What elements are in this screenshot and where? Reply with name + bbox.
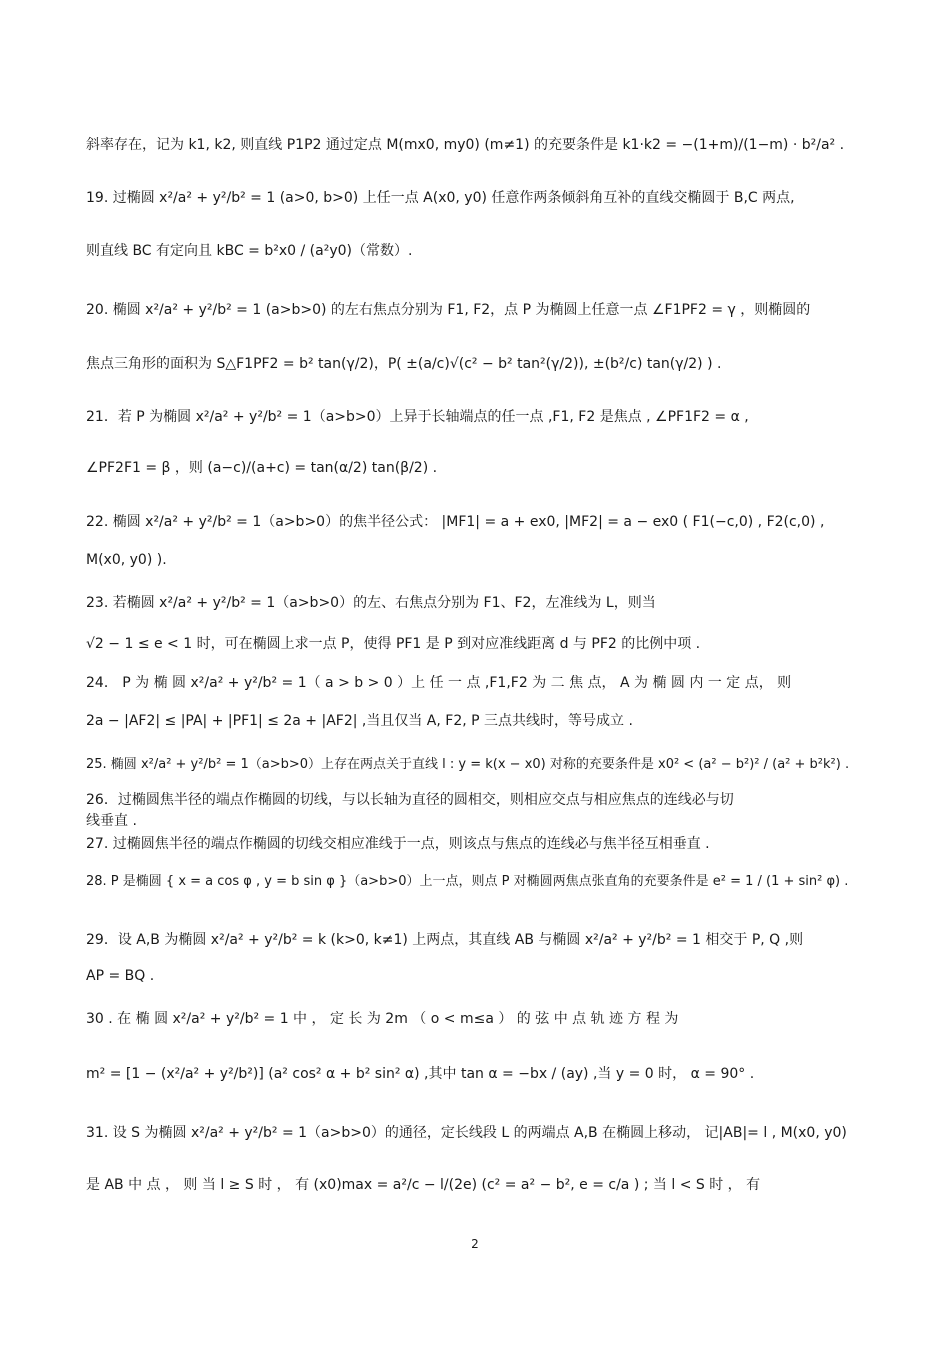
line-20b: 焦点三角形的面积为 S△F1PF2 = b² tan(γ/2)，P( ±(a/c)√(c² − b² tan²(γ/2)), ±(b²/c) tan(γ/2) ) . [86, 356, 722, 372]
line-29a: 29．设 A,B 为椭圆 x²/a² + y²/b² = k (k>0, k≠1) 上两点，其直线 AB 与椭圆 x²/a² + y²/b² = 1 相交于 P, Q ,则 [86, 932, 804, 948]
line-21b: ∠PF2F1 = β ，则 (a−c)/(a+c) = tan(α/2) tan(β/2) . [86, 460, 438, 476]
line-20a: 20. 椭圆 x²/a² + y²/b² = 1 (a>b>0) 的左右焦点分别为 F1, F2，点 P 为椭圆上任意一点 ∠F1PF2 = γ ，则椭圆的 [86, 302, 811, 318]
line-19a: 19. 过椭圆 x²/a² + y²/b² = 1 (a>0, b>0) 上任一点 A(x0, y0) 任意作两条倾斜角互补的直线交椭圆于 B,C 两点, [86, 190, 795, 206]
line-26a: 26．过椭圆焦半径的端点作椭圆的切线，与以长轴为直径的圆相交，则相应交点与相应焦点的连线必与切 [86, 792, 734, 808]
page-number: 2 [471, 1237, 479, 1251]
line-23b: √2 − 1 ≤ e < 1 时，可在椭圆上求一点 P，使得 PF1 是 P 到对应准线距离 d 与 PF2 的比例中项 . [86, 636, 701, 652]
line-30a: 30 . 在 椭 圆 x²/a² + y²/b² = 1 中 ， 定 长 为 2m （ o < m≤a ） 的 弦 中 点 轨 迹 方 程 为 [86, 1011, 679, 1027]
line-26b: 线垂直 . [86, 813, 137, 829]
line-27: 27. 过椭圆焦半径的端点作椭圆的切线交相应准线于一点，则该点与焦点的连线必与焦半径互相垂直 . [86, 836, 710, 852]
line-29b: AP = BQ . [86, 968, 155, 984]
line-25: 25. 椭圆 x²/a² + y²/b² = 1（a>b>0）上存在两点关于直线 l : y = k(x − x0) 对称的充要条件是 x0² < (a² − b²)² / (a² + b²k²) . [86, 757, 850, 772]
line-22a: 22. 椭圆 x²/a² + y²/b² = 1（a>b>0）的焦半径公式： |MF1| = a + ex0, |MF2| = a − ex0 ( F1(−c,0) , F2(c,0) , [86, 514, 825, 530]
line-24b: 2a − |AF2| ≤ |PA| + |PF1| ≤ 2a + |AF2| ,当且仅当 A, F2, P 三点共线时，等号成立 . [86, 713, 633, 729]
line-1: 斜率存在，记为 k1, k2, 则直线 P1P2 通过定点 M(mx0, my0) (m≠1) 的充要条件是 k1·k2 = −(1+m)/(1−m) · b²/a² . [86, 137, 845, 153]
line-21a: 21．若 P 为椭圆 x²/a² + y²/b² = 1（a>b>0）上异于长轴端点的任一点 ,F1, F2 是焦点 , ∠PF1F2 = α , [86, 409, 749, 425]
line-23a: 23. 若椭圆 x²/a² + y²/b² = 1（a>b>0）的左、右焦点分别为 F1、F2，左准线为 L，则当 [86, 595, 656, 611]
line-28: 28. P 是椭圆 { x = a cos φ , y = b sin φ }（a>b>0）上一点，则点 P 对椭圆两焦点张直角的充要条件是 e² = 1 / (1 + sin² φ) . [86, 874, 849, 889]
line-31a: 31. 设 S 为椭圆 x²/a² + y²/b² = 1（a>b>0）的通径，定长线段 L 的两端点 A,B 在椭圆上移动， 记|AB|= l , M(x0, y0) [86, 1125, 847, 1141]
line-24a: 24． P 为 椭 圆 x²/a² + y²/b² = 1（ a > b > 0 ）上 任 一 点 ,F1,F2 为 二 焦 点， A 为 椭 圆 内 一 定 点， 则 [86, 675, 792, 691]
line-31b: 是 AB 中 点 ， 则 当 l ≥ S 时 ， 有 (x0)max = a²/c − l/(2e) (c² = a² − b², e = c/a ) ; 当 l < S 时 ， 有 [86, 1177, 761, 1193]
line-30b: m² = [1 − (x²/a² + y²/b²)] (a² cos² α + b² sin² α) ,其中 tan α = −bx / (ay) ,当 y = 0 时， α = 90° . [86, 1066, 755, 1082]
line-19b: 则直线 BC 有定向且 kBC = b²x0 / (a²y0)（常数）. [86, 243, 413, 259]
line-22b: M(x0, y0) ). [86, 552, 167, 568]
